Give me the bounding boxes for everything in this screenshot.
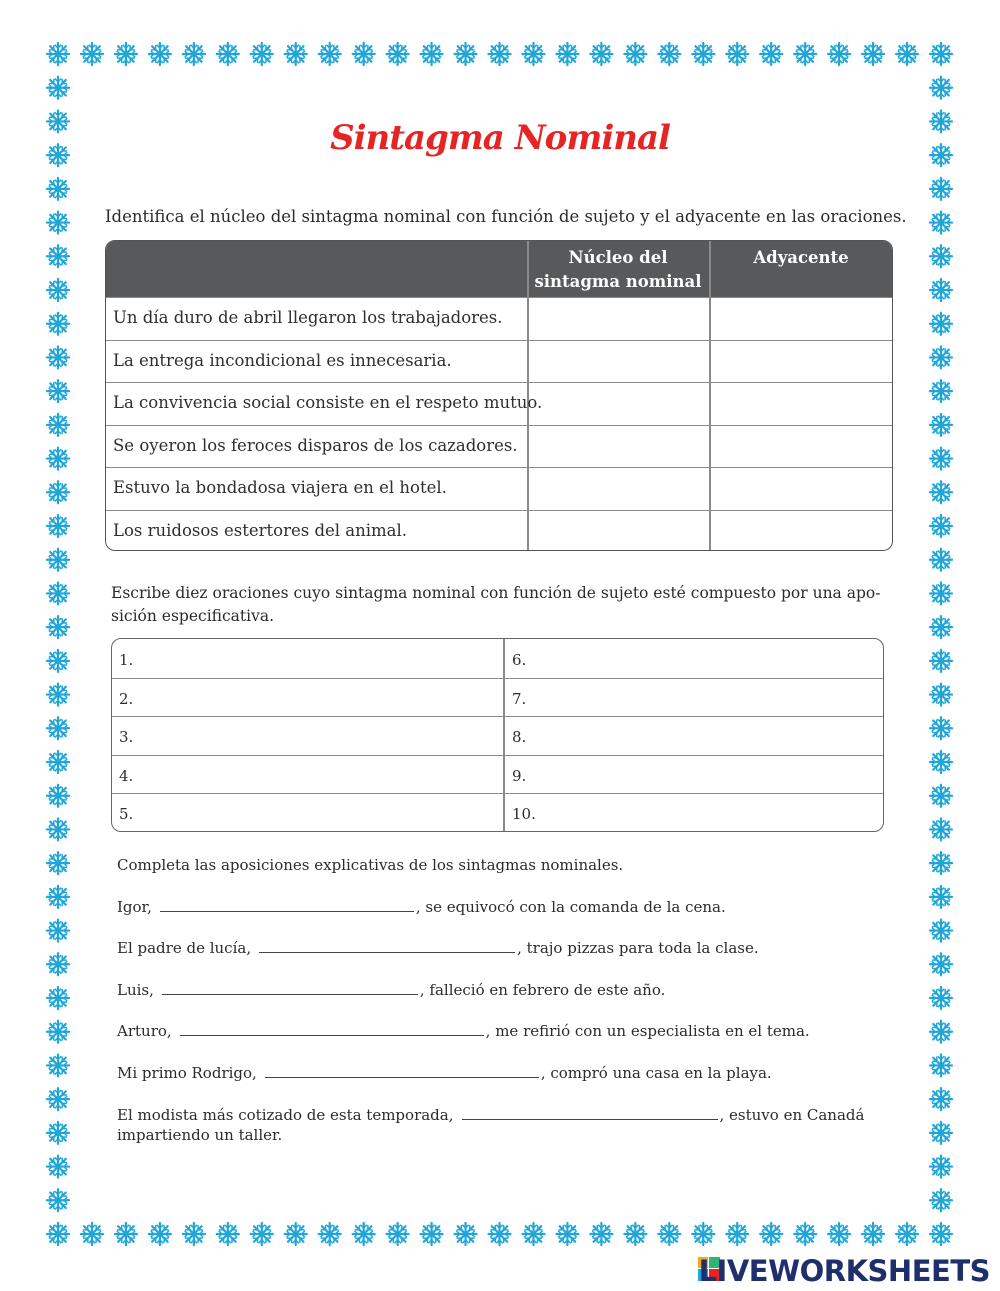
snowflake-icon <box>489 1223 511 1245</box>
snowflake-icon <box>862 43 884 65</box>
adyacente-answer-cell[interactable] <box>711 426 891 468</box>
snowflake-icon <box>47 448 69 470</box>
fill-in-line <box>117 1064 772 1082</box>
snowflake-icon <box>319 1223 341 1245</box>
sentence-text: Estuvo la bondadosa viajera en el hotel. <box>113 478 447 498</box>
nucleo-answer-cell[interactable] <box>529 341 709 383</box>
snowflake-icon <box>726 1223 748 1245</box>
apposition-blank[interactable] <box>162 993 418 995</box>
snowflake-icon <box>47 1189 69 1211</box>
snowflake-icon <box>930 1021 952 1043</box>
instruction-3: Completa las aposiciones explicativas de los sintagmas nominales. <box>117 856 624 874</box>
sentence-answer-cell[interactable]: 9. <box>512 766 527 785</box>
snowflake-icon <box>828 1223 850 1245</box>
snowflake-icon <box>930 953 952 975</box>
snowflake-icon <box>47 920 69 942</box>
sentence-end: , me refirió con un especialista en el tema. <box>485 1022 810 1040</box>
snowflake-icon <box>47 953 69 975</box>
sentence-start: Mi primo Rodrigo, <box>117 1064 257 1082</box>
fill-in-line <box>117 939 759 957</box>
page-title: Sintagma Nominal <box>330 118 670 158</box>
sentence-answer-cell[interactable]: 7. <box>512 689 527 708</box>
snowflake-icon <box>930 1122 952 1144</box>
sentence-start: Igor, <box>117 898 152 916</box>
fill-in-line <box>117 981 665 999</box>
snowflake-icon <box>726 43 748 65</box>
snowflake-icon <box>930 852 952 874</box>
snowflake-icon <box>930 920 952 942</box>
snowflake-icon <box>285 43 307 65</box>
snowflake-icon <box>828 43 850 65</box>
snowflake-icon <box>489 43 511 65</box>
sentence-answer-cell[interactable]: 1. <box>119 651 134 669</box>
snowflake-icon <box>149 43 171 65</box>
snowflake-icon <box>353 43 375 65</box>
snowflake-icon <box>47 886 69 908</box>
snowflake-icon <box>47 1223 69 1245</box>
snowflake-icon <box>930 1189 952 1211</box>
sentence-text: Un día duro de abril llegaron los trabajadores. <box>113 308 503 327</box>
snowflake-icon <box>930 1054 952 1076</box>
sentence-answer-cell[interactable]: 5. <box>119 805 134 823</box>
sentence-end: , trajo pizzas para toda la clase. <box>517 939 759 957</box>
snowflake-icon <box>930 616 952 638</box>
snowflake-icon <box>421 1223 443 1245</box>
snowflake-icon <box>47 1021 69 1043</box>
snowflake-icon <box>760 1223 782 1245</box>
snowflake-icon <box>930 785 952 807</box>
snowflake-icon <box>794 43 816 65</box>
snowflake-icon <box>47 549 69 571</box>
snowflake-icon <box>47 852 69 874</box>
snowflake-icon <box>760 43 782 65</box>
snowflake-icon <box>47 515 69 537</box>
snowflake-icon <box>930 818 952 840</box>
snowflake-icon <box>285 1223 307 1245</box>
sentence-start: El modista más cotizado de esta temporada, <box>117 1106 454 1124</box>
snowflake-icon <box>624 43 646 65</box>
snowflake-icon <box>115 1223 137 1245</box>
fill-in-line <box>117 1022 810 1040</box>
snowflake-icon <box>149 1223 171 1245</box>
snowflake-icon <box>930 1223 952 1245</box>
apposition-blank[interactable] <box>265 1076 539 1078</box>
snowflake-icon <box>930 684 952 706</box>
snowflake-icon <box>81 43 103 65</box>
snowflake-icon <box>692 1223 714 1245</box>
sentence-end: , estuvo en Canadá <box>719 1106 865 1124</box>
table-row <box>106 340 892 384</box>
snowflake-icon <box>47 481 69 503</box>
sentence-answer-cell[interactable]: 6. <box>512 651 527 669</box>
snowflake-icon <box>47 751 69 773</box>
snowflake-icon <box>930 279 952 301</box>
apposition-blank[interactable] <box>180 1034 484 1036</box>
snowflake-icon <box>930 582 952 604</box>
snowflake-icon <box>47 1122 69 1144</box>
snowflake-icon <box>930 212 952 234</box>
snowflake-icon <box>455 43 477 65</box>
snowflake-icon <box>930 448 952 470</box>
snowflake-icon <box>251 1223 273 1245</box>
nucleo-answer-cell[interactable] <box>529 511 709 551</box>
sentence-end: , falleció en febrero de este año. <box>419 981 666 999</box>
snowflake-icon <box>896 1223 918 1245</box>
snowflake-icon <box>862 1223 884 1245</box>
sentence-text: La entrega incondicional es innecesaria. <box>113 350 452 370</box>
snowflake-icon <box>930 245 952 267</box>
snowflake-icon <box>930 886 952 908</box>
table-row <box>106 425 892 469</box>
sentence-answer-cell[interactable]: 3. <box>119 728 134 746</box>
sentence-answer-cell[interactable]: 8. <box>512 728 527 746</box>
snowflake-icon <box>556 43 578 65</box>
snowflake-icon <box>217 1223 239 1245</box>
snowflake-icon <box>183 43 205 65</box>
snowflake-icon <box>47 414 69 436</box>
header-adyacente: Adyacente <box>753 248 849 267</box>
snowflake-icon <box>353 1223 375 1245</box>
snowflake-icon <box>47 785 69 807</box>
sentence-end: , se equivocó con la comanda de la cena. <box>415 898 726 916</box>
snowflake-icon <box>47 818 69 840</box>
apposition-blank[interactable] <box>462 1118 718 1120</box>
snowflake-icon <box>47 77 69 99</box>
adyacente-answer-cell[interactable] <box>711 468 891 510</box>
apposition-blank[interactable] <box>160 910 414 912</box>
snowflake-icon <box>47 717 69 739</box>
snowflake-icon <box>658 43 680 65</box>
table-row <box>106 297 892 341</box>
nucleo-answer-cell[interactable] <box>529 468 709 510</box>
snowflake-icon <box>930 717 952 739</box>
snowflake-icon <box>930 346 952 368</box>
snowflake-icon <box>590 43 612 65</box>
snowflake-icon <box>319 43 341 65</box>
snowflake-icon <box>47 346 69 368</box>
instruction-2: Escribe diez oraciones cuyo sintagma nominal con función de sujeto esté compuesto por una apo- sición especificativa. <box>111 584 881 625</box>
adyacente-answer-cell[interactable] <box>711 383 891 425</box>
snowflake-icon <box>47 245 69 267</box>
snowflake-icon <box>47 178 69 200</box>
snowflake-icon <box>47 279 69 301</box>
snowflake-icon <box>455 1223 477 1245</box>
snowflake-icon <box>387 43 409 65</box>
snowflake-icon <box>387 1223 409 1245</box>
nucleo-answer-cell[interactable] <box>529 426 709 468</box>
snowflake-icon <box>692 43 714 65</box>
snowflake-icon <box>930 549 952 571</box>
snowflake-icon <box>522 43 544 65</box>
fill-in-line <box>117 898 726 916</box>
sentence-answer-cell[interactable]: 2. <box>119 689 134 708</box>
table-oraciones <box>111 638 884 832</box>
snowflake-icon <box>930 1088 952 1110</box>
sentence-text: Los ruidosos estertores del animal. <box>113 521 408 540</box>
snowflake-icon <box>183 1223 205 1245</box>
sentence-continuation: impartiendo un taller. <box>117 1126 283 1144</box>
sentence-start: Luis, <box>117 981 154 999</box>
snowflake-icon <box>624 1223 646 1245</box>
snowflake-icon <box>47 684 69 706</box>
adyacente-answer-cell[interactable] <box>711 298 891 340</box>
snowflake-icon <box>930 987 952 1009</box>
snowflake-icon <box>930 43 952 65</box>
instruction-1: Identifica el núcleo del sintagma nominal con función de sujeto y el adyacente en las oraciones. <box>105 207 907 226</box>
snowflake-icon <box>658 1223 680 1245</box>
sentence-start: El padre de lucía, <box>117 939 252 957</box>
liveworksheets-brand: LIVEWORKSHEETS <box>698 1254 990 1288</box>
snowflake-icon <box>896 43 918 65</box>
snowflake-icon <box>47 43 69 65</box>
snowflake-icon <box>81 1223 103 1245</box>
snowflake-icon <box>930 481 952 503</box>
table-row <box>106 467 892 511</box>
snowflake-icon <box>421 43 443 65</box>
adyacente-answer-cell[interactable] <box>711 511 891 551</box>
snowflake-icon <box>930 414 952 436</box>
adyacente-answer-cell[interactable] <box>711 341 891 383</box>
table-row <box>106 510 892 551</box>
snowflake-icon <box>930 650 952 672</box>
snowflake-icon <box>251 43 273 65</box>
table-nucleo-adyacente <box>105 240 893 551</box>
snowflake-icon <box>47 313 69 335</box>
snowflake-icon <box>556 1223 578 1245</box>
snowflake-icon <box>47 1054 69 1076</box>
apposition-blank[interactable] <box>259 951 515 953</box>
snowflake-icon <box>47 650 69 672</box>
snowflake-icon <box>794 1223 816 1245</box>
snowflake-icon <box>930 380 952 402</box>
sentence-text: La convivencia social consiste en el respeto mutuo. <box>113 393 543 413</box>
sentence-answer-cell[interactable]: 4. <box>119 766 134 785</box>
table-row <box>106 382 892 426</box>
snowflake-icon <box>47 212 69 234</box>
header-nucleo: Núcleo del sintagma nominal <box>534 248 702 291</box>
snowflake-icon <box>47 1088 69 1110</box>
sentence-start: Arturo, <box>117 1022 172 1040</box>
snowflake-icon <box>590 1223 612 1245</box>
table-header <box>106 241 892 297</box>
fill-in-line <box>117 1105 864 1145</box>
snowflake-icon <box>522 1223 544 1245</box>
snowflake-icon <box>47 987 69 1009</box>
snowflake-icon <box>930 1156 952 1178</box>
nucleo-answer-cell[interactable] <box>529 383 709 425</box>
snowflake-icon <box>47 616 69 638</box>
snowflake-icon <box>115 43 137 65</box>
snowflake-icon <box>930 77 952 99</box>
snowflake-icon <box>930 178 952 200</box>
snowflake-icon <box>217 43 239 65</box>
snowflake-icon <box>930 313 952 335</box>
snowflake-icon <box>930 751 952 773</box>
snowflake-icon <box>47 1156 69 1178</box>
sentence-text: Se oyeron los feroces disparos de los cazadores. <box>113 435 518 455</box>
nucleo-answer-cell[interactable] <box>529 298 709 340</box>
snowflake-icon <box>930 515 952 537</box>
snowflake-icon <box>47 582 69 604</box>
sentence-end: , compró una casa en la playa. <box>540 1064 772 1082</box>
snowflake-icon <box>47 380 69 402</box>
sentence-answer-cell[interactable]: 10. <box>512 805 536 823</box>
